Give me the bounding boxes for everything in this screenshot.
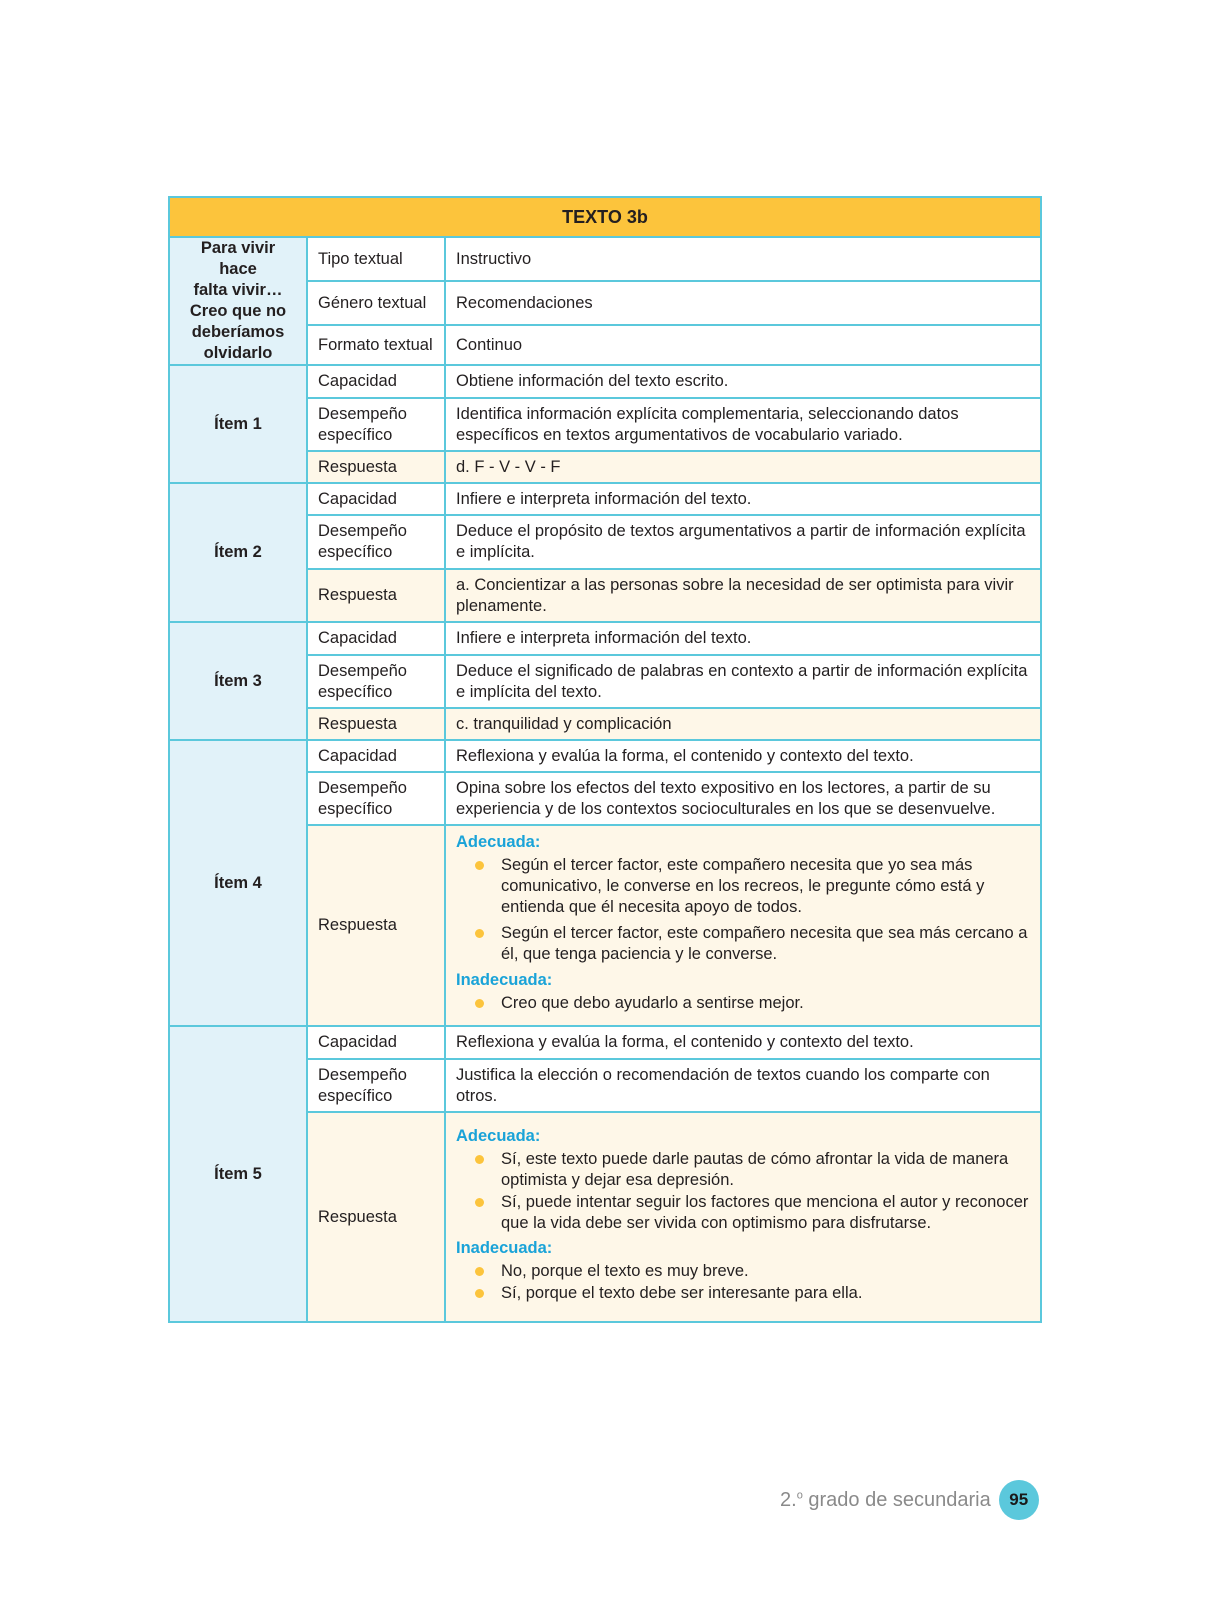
desempeno-label-line: Desempeño xyxy=(318,778,407,797)
respuesta-label: Respuesta xyxy=(307,1112,445,1322)
desempeno-label-line: específico xyxy=(318,682,393,701)
list-item xyxy=(456,855,1030,918)
capacidad-label: Capacidad xyxy=(307,365,445,398)
item-1-label: Ítem 1 xyxy=(169,365,307,483)
list-item-text: Creo que debo ayudarlo a sentirse mejor. xyxy=(501,994,804,1012)
grade-number: 2. xyxy=(780,1488,797,1511)
adecuada-label: Adecuada: xyxy=(456,833,541,851)
list-item-text: Sí, porque el texto debe ser interesante para ella. xyxy=(501,1284,863,1302)
respuesta-label: Respuesta xyxy=(307,825,445,1026)
desempeno-label-line: específico xyxy=(318,543,393,561)
meta-value: Continuo xyxy=(445,325,1041,365)
item-5-label: Ítem 5 xyxy=(169,1026,307,1322)
list-item xyxy=(456,993,1030,1014)
text-title-cell xyxy=(169,237,307,365)
capacidad-value: Infiere e interpreta información del texto. xyxy=(445,483,1041,515)
desempeno-label-line: Desempeño xyxy=(318,661,407,680)
meta-key: Género textual xyxy=(307,281,445,325)
list-item xyxy=(456,923,1030,965)
text-title-line: deberíamos xyxy=(191,323,285,341)
list-item-text: Según el tercer factor, este compañero necesita que sea más cercano a él, que tenga paciencia y le converse. xyxy=(501,924,1028,963)
respuesta-value: c. tranquilidad y complicación xyxy=(445,708,1041,740)
meta-key: Tipo textual xyxy=(307,237,445,281)
bullet-icon xyxy=(475,861,484,870)
grade-text: grado de secundaria xyxy=(802,1488,991,1511)
bullet-icon xyxy=(475,1155,484,1164)
adecuada-label: Adecuada: xyxy=(456,1127,541,1145)
meta-value: Instructivo xyxy=(445,237,1041,281)
desempeno-label xyxy=(307,655,445,708)
desempeno-label xyxy=(307,772,445,825)
list-item xyxy=(456,1192,1030,1234)
grade-label xyxy=(780,1489,991,1512)
capacidad-label: Capacidad xyxy=(307,740,445,772)
item-2-label: Ítem 2 xyxy=(169,483,307,622)
adecuada-list xyxy=(456,855,1030,965)
meta-value: Recomendaciones xyxy=(445,281,1041,325)
capacidad-value: Infiere e interpreta información del texto. xyxy=(445,622,1041,655)
desempeno-label-line: Desempeño xyxy=(318,404,407,423)
respuesta-label: Respuesta xyxy=(307,708,445,740)
page-footer xyxy=(780,1480,1039,1520)
page-number-badge: 95 xyxy=(999,1480,1039,1520)
inadecuada-label: Inadecuada: xyxy=(456,971,553,989)
respuesta-value xyxy=(445,825,1041,1026)
desempeno-label xyxy=(307,1059,445,1112)
list-item-text: Sí, puede intentar seguir los factores que menciona el autor y reconocer que la vida debe ser vivida con optimismo para disfrutarse. xyxy=(501,1193,1029,1232)
desempeno-value: Identifica información explícita complementaria, seleccionando datos específicos en textos argumentativos de vocabulario variado. xyxy=(445,398,1041,451)
list-item-text: No, porque el texto es muy breve. xyxy=(501,1262,749,1280)
capacidad-label: Capacidad xyxy=(307,483,445,515)
list-item xyxy=(456,1149,1030,1191)
grade-ordinal: o xyxy=(796,1488,803,1501)
desempeno-value: Deduce el propósito de textos argumentativos a partir de información explícita e implícita. xyxy=(445,515,1041,569)
bullet-icon xyxy=(475,1289,484,1298)
evaluation-table xyxy=(168,196,1042,1323)
respuesta-label: Respuesta xyxy=(307,451,445,483)
meta-key: Formato textual xyxy=(307,325,445,365)
desempeno-label xyxy=(307,515,445,569)
capacidad-value: Reflexiona y evalúa la forma, el contenido y contexto del texto. xyxy=(445,740,1041,772)
respuesta-value xyxy=(445,1112,1041,1322)
desempeno-label-line: específico xyxy=(318,799,393,818)
capacidad-value: Obtiene información del texto escrito. xyxy=(445,365,1041,398)
desempeno-value: Opina sobre los efectos del texto expositivo en los lectores, a partir de su experiencia y de los contextos socioculturales en los que se desenvuelve. xyxy=(445,772,1041,825)
text-title-line: falta vivir… xyxy=(193,281,283,299)
list-item xyxy=(456,1261,1030,1282)
inadecuada-label: Inadecuada: xyxy=(456,1239,553,1257)
item-4-label: Ítem 4 xyxy=(169,740,307,1026)
list-item-text: Según el tercer factor, este compañero necesita que yo sea más comunicativo, le converse en los recreos, le pregunte cómo está y entienda que él necesita apoyo de todos. xyxy=(501,856,985,916)
respuesta-label: Respuesta xyxy=(307,569,445,622)
bullet-icon xyxy=(475,1198,484,1207)
desempeno-label xyxy=(307,398,445,451)
capacidad-value: Reflexiona y evalúa la forma, el contenido y contexto del texto. xyxy=(445,1026,1041,1059)
inadecuada-list xyxy=(456,1261,1030,1304)
desempeno-label-line: Desempeño xyxy=(318,1065,407,1084)
capacidad-label: Capacidad xyxy=(307,1026,445,1059)
table-title: TEXTO 3b xyxy=(169,197,1041,237)
desempeno-label-line: Desempeño xyxy=(318,522,407,540)
bullet-icon xyxy=(475,929,484,938)
text-title-line: olvidarlo xyxy=(203,344,273,362)
desempeno-label-line: específico xyxy=(318,425,393,444)
list-item xyxy=(456,1283,1030,1304)
list-item-text: Sí, este texto puede darle pautas de cómo afrontar la vida de manera optimista y dejar esa depresión. xyxy=(501,1150,1009,1189)
bullet-icon xyxy=(475,1267,484,1276)
text-title-line: Para vivir hace xyxy=(200,239,276,278)
adecuada-list xyxy=(456,1149,1030,1234)
respuesta-value: d. F - V - V - F xyxy=(445,451,1041,483)
capacidad-label: Capacidad xyxy=(307,622,445,655)
desempeno-label-line: específico xyxy=(318,1086,393,1105)
respuesta-value: a. Concientizar a las personas sobre la necesidad de ser optimista para vivir plenamente. xyxy=(445,569,1041,622)
desempeno-value: Deduce el significado de palabras en contexto a partir de información explícita e implícita del texto. xyxy=(445,655,1041,708)
desempeno-value: Justifica la elección o recomendación de textos cuando los comparte con otros. xyxy=(445,1059,1041,1112)
inadecuada-list xyxy=(456,993,1030,1014)
bullet-icon xyxy=(475,999,484,1008)
item-3-label: Ítem 3 xyxy=(169,622,307,740)
text-title-line: Creo que no xyxy=(189,302,287,320)
